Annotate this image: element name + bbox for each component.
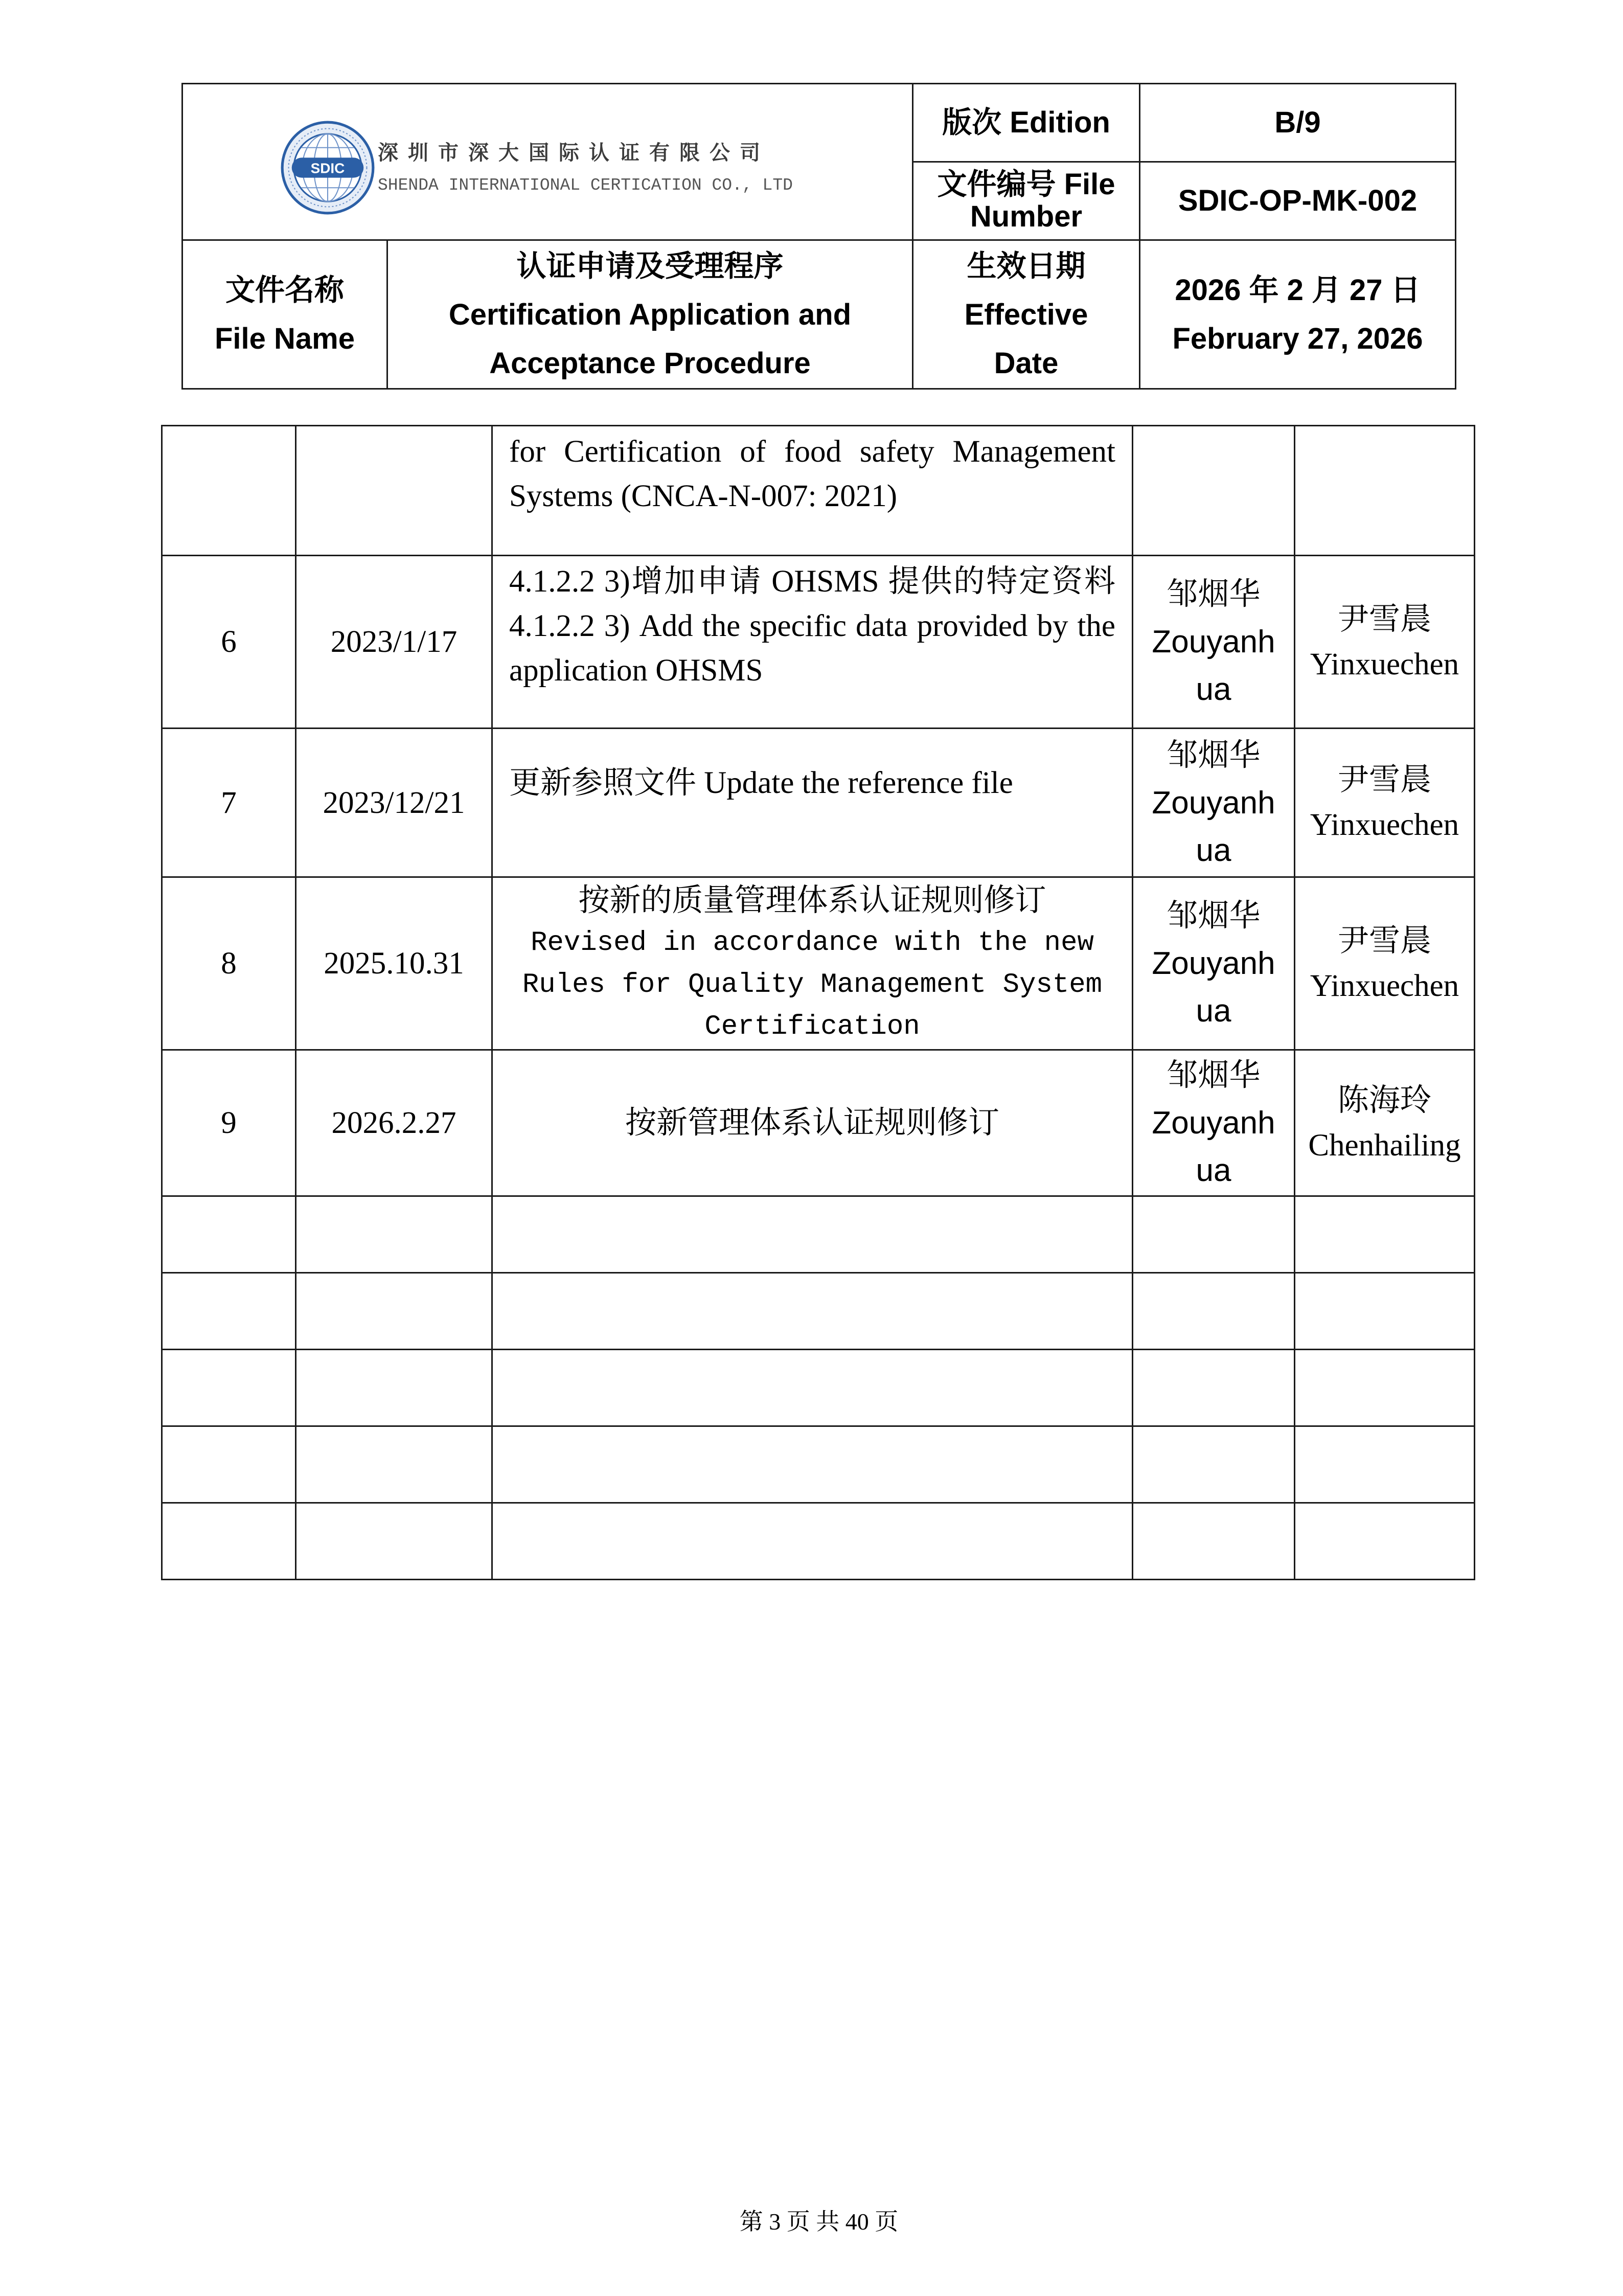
revision-editor <box>1133 426 1295 556</box>
revision-date: 2026.2.27 <box>296 1050 492 1196</box>
effective-date-label <box>913 240 1140 389</box>
editor-name-en: Zouyanhua <box>1152 785 1275 868</box>
revision-date: 2023/12/21 <box>296 729 492 877</box>
approver-name-cn: 尹雪晨 <box>1337 763 1431 797</box>
effective-date-cn: 2026 年 2 月 27 日 <box>1175 274 1421 307</box>
revision-editor <box>1133 556 1295 729</box>
editor-name-cn: 邹烟华 <box>1167 1058 1261 1093</box>
empty-table-row <box>162 1426 1475 1503</box>
revision-approver <box>1295 729 1475 877</box>
effective-date-en: February 27, 2026 <box>1172 322 1423 355</box>
document-header-table <box>181 83 1456 390</box>
company-name-en: SHENDA INTERNATIONAL CERTICATION CO., LTD <box>378 175 793 195</box>
empty-table-row <box>162 1273 1475 1350</box>
empty-table-row <box>162 1196 1475 1273</box>
editor-name-en: Zouyanhua <box>1152 1105 1275 1188</box>
approver-name-en: Yinxuechen <box>1310 808 1459 842</box>
editor-name-cn: 邹烟华 <box>1167 899 1261 933</box>
revision-editor <box>1133 877 1295 1050</box>
approver-name-en: Chenhailing <box>1308 1128 1461 1163</box>
editor-name-cn: 邹烟华 <box>1167 738 1261 772</box>
revision-content-en: Revised in accordance with the new Rules for Quality Management System Certification <box>522 927 1103 1042</box>
document-title <box>387 240 913 389</box>
revision-date: 2025.10.31 <box>296 877 492 1050</box>
approver-name-cn: 陈海玲 <box>1337 1083 1431 1118</box>
revision-approver <box>1295 1050 1475 1196</box>
revision-content-cn: 按新的质量管理体系认证规则修订 <box>578 883 1046 918</box>
revision-no <box>162 426 296 556</box>
file-number-value: SDIC-OP-MK-002 <box>1140 162 1456 240</box>
revision-no: 8 <box>162 877 296 1050</box>
revision-approver <box>1295 426 1475 556</box>
revision-editor <box>1133 729 1295 877</box>
company-logo-cell <box>182 84 913 240</box>
file-name-label-cn: 文件名称 <box>225 274 344 307</box>
empty-table-row <box>162 1503 1475 1580</box>
revision-date <box>296 426 492 556</box>
logo-lettering: SDIC <box>310 160 345 176</box>
page-number: 第 3 页 共 40 页 <box>739 2209 899 2235</box>
file-number-label: 文件编号 File Number <box>913 162 1140 240</box>
revision-content <box>492 877 1133 1050</box>
revision-approver <box>1295 877 1475 1050</box>
document-title-en: Certification Application and Acceptance Procedure <box>448 298 852 380</box>
file-name-label <box>182 240 387 389</box>
editor-name-en: Zouyanhua <box>1152 946 1275 1029</box>
approver-name-en: Yinxuechen <box>1310 968 1459 1003</box>
edition-value: B/9 <box>1140 84 1456 162</box>
revision-content: 4.1.2.2 3)增加申请 OHSMS 提供的特定资料 4.1.2.2 3) Add the specific data provided by the application OHSMS <box>492 556 1133 729</box>
table-row <box>162 729 1475 877</box>
effective-date-label-cn: 生效日期 <box>967 249 1086 283</box>
revision-approver <box>1295 556 1475 729</box>
revision-no: 7 <box>162 729 296 877</box>
company-logo <box>280 120 375 215</box>
table-row <box>162 1050 1475 1196</box>
empty-table-row <box>162 1350 1475 1426</box>
editor-name-en: Zouyanhua <box>1152 624 1275 707</box>
revision-no: 9 <box>162 1050 296 1196</box>
revision-no: 6 <box>162 556 296 729</box>
revision-history-table <box>161 425 1475 1580</box>
effective-date-value <box>1140 240 1456 389</box>
approver-name-en: Yinxuechen <box>1310 647 1459 681</box>
revision-content: 更新参照文件 Update the reference file <box>492 729 1133 877</box>
effective-date-label-en: Effective Date <box>964 298 1088 380</box>
file-name-label-en: File Name <box>215 322 355 355</box>
revision-date: 2023/1/17 <box>296 556 492 729</box>
table-row <box>162 426 1475 556</box>
company-name-cn: 深圳市深大国际认证有限公司 <box>378 141 770 164</box>
table-row <box>162 877 1475 1050</box>
revision-editor <box>1133 1050 1295 1196</box>
approver-name-cn: 尹雪晨 <box>1337 602 1431 636</box>
approver-name-cn: 尹雪晨 <box>1337 923 1431 958</box>
document-title-cn: 认证申请及受理程序 <box>516 249 784 283</box>
table-row <box>162 556 1475 729</box>
revision-content: for Certification of food safety Management Systems (CNCA-N-007: 2021) <box>492 426 1133 556</box>
revision-content: 按新管理体系认证规则修订 <box>492 1050 1133 1196</box>
editor-name-cn: 邹烟华 <box>1167 577 1261 611</box>
edition-label: 版次 Edition <box>913 84 1140 162</box>
